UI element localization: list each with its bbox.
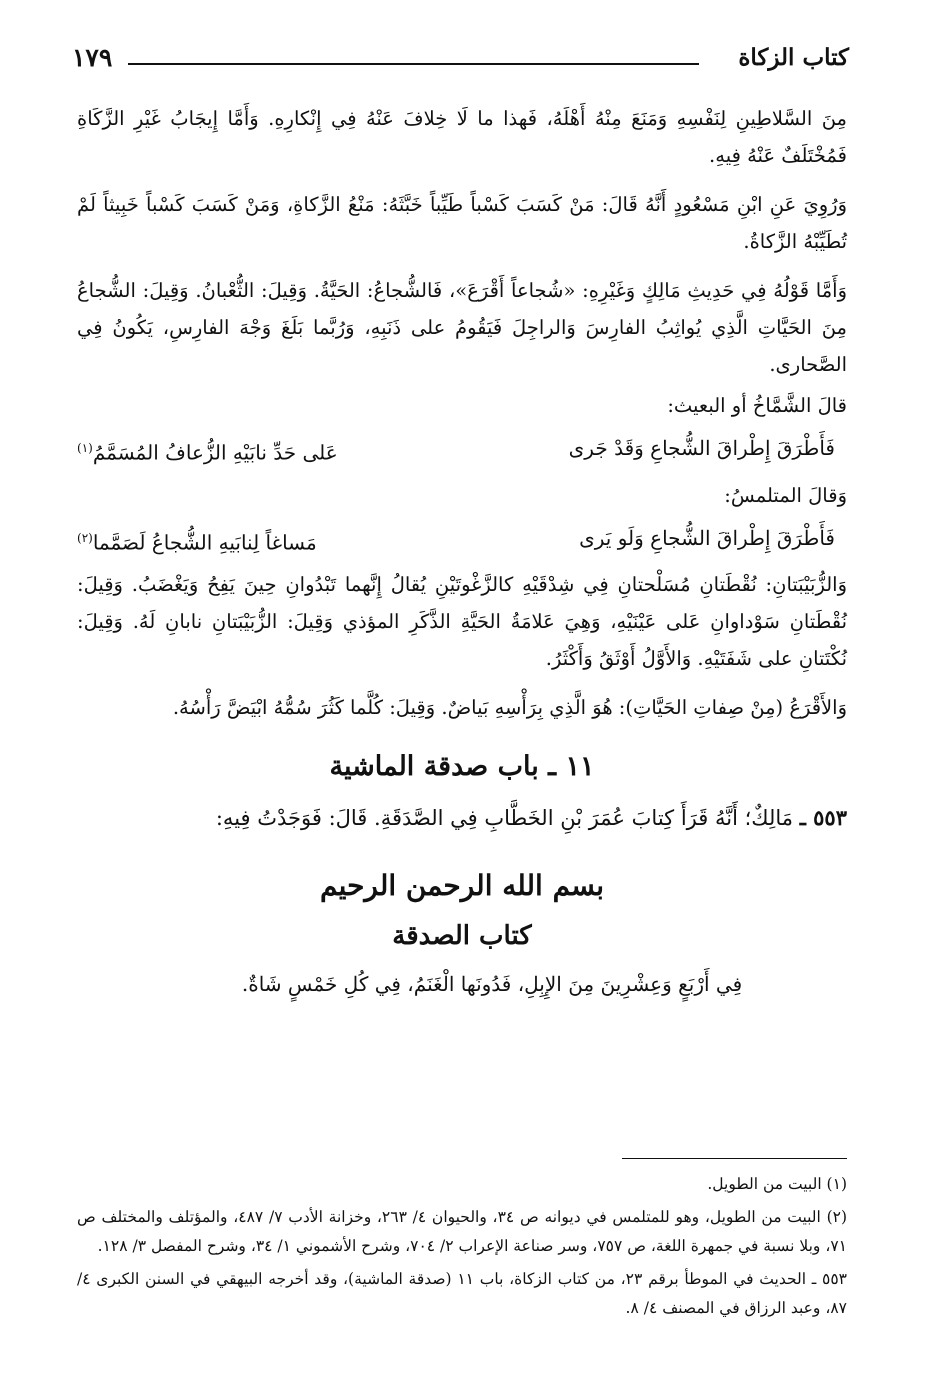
main-text [77, 100, 847, 1004]
verse-2-second-hemistich [77, 518, 317, 563]
footnote-1: (١) البيت من الطويل. [707, 1175, 847, 1193]
header-rule [128, 63, 699, 65]
running-header [72, 38, 849, 78]
footnote-marker-2: (٢) [77, 530, 93, 545]
poet-intro-1: قالَ الشَّمَّاخُ أو البعيث: [667, 394, 847, 417]
verse-1-second-text: عَلى حَدِّ نابَيْهِ الزُّعافُ المُسَمَّمُ [92, 440, 338, 465]
paragraph-4: وَالزُّبَيْبَتانِ: نُقْطَتانِ مُسَلْحتانِ فِي شِدْقَيْهِ كالزَّغْوتَيْنِ يُقالُ إِنَّهما تَبْدُوانِ حِينَ يَفِحُ وَيَغْضَبُ. وَقِيلَ: نُقْطَتانِ سَوْداوانِ عَلى عَيْنَيْهِ، وَهِيَ عَلامَةُ الحَيَّةِ الذَّكَرِ المؤذي وَقِيلَ: الزُّبَيْبَتانِ نابانِ لَهُ. وَقِيلَ: نُكْتَتانِ على شَفَتَيْهِ. وَالأَوَّلُ أَوْثَقُ وَأَكْثَرُ. [77, 573, 847, 671]
chapter-title: ١١ ـ باب صدقة الماشية [329, 751, 595, 783]
hadith-text: مَالِكٌ؛ أَنَّهُ قَرَأَ كِتابَ عُمَرَ بْنِ الخَطَّابِ فِي الصَّدَقَةِ. قَالَ: فَوَجَدْتُ فِيهِ: [215, 806, 800, 831]
paragraph-1: مِنَ السَّلاطِينِ لِنَفْسِهِ وَمَنَعَ مِنْهُ أَهْلَهُ، فَهذا ما لَا خِلافَ عَنْهُ فِي إِنْكارِهِ. وَأَمَّا إِيجَابُ غَيْرِ الزَّكَاةِ فَمُخْتَلَفٌ عَنْهُ فِيهِ. [77, 107, 847, 167]
verse-2 [77, 518, 847, 563]
paragraph-3: وَأَمَّا قَوْلُهُ فِي حَدِيثِ مَالِكٍ وَغَيْرِهِ: «شُجاعاً أَقْرَعَ»، فَالشُّجاعُ: الحَيَّةُ. وَقِيلَ: الثُّعْبانُ. وَقِيلَ: الشُّجاعُ مِنَ الحَيَّاتِ الَّذِي يُواثِبُ الفارِسَ وَالراجِلَ فَيَقُومُ على ذَنَبِهِ، وَرُبَّما بَلَغَ وَجْهَ الفارِسِ، يَكُونُ فِي الصَّحارى. [77, 279, 847, 376]
sadaqa-text: فِي أَرْبَعٍ وَعِشْرِينَ مِنَ الإِبِلِ، فَدُونَها الْغَنَمُ، فِي كُلِ خَمْسٍ شَاةٌ. [241, 972, 743, 997]
page-number: ١٧٩ [72, 43, 113, 72]
footnotes [77, 1170, 847, 1327]
book-of-sadaqa-title: كتاب الصدقة [392, 921, 532, 952]
footnote-rule [622, 1158, 847, 1159]
verse-2-first-hemistich: فَأَطْرَقَ إِطْراقَ الشُّجاعِ وَلَو يَرى [579, 525, 835, 550]
basmala: بسم الله الرحمن الرحيم [320, 869, 604, 903]
hadith-553 [77, 796, 847, 840]
poet-intro-2: وَقالَ المتلمسُ: [724, 483, 847, 507]
footnote-553: ٥٥٣ ـ الحديث في الموطأ برقم ٢٣، من كتاب الزكاة، باب ١١ (صدقة الماشية)، وقد أخرجه البيهقي في السنن الكبرى ٤/ ٨٧، وعبد الرزاق في المصنف ٤/ ٨. [77, 1270, 848, 1317]
verse-1 [77, 428, 847, 473]
hadith-number: ٥٥٣ ـ [799, 805, 847, 831]
verse-1-second-hemistich [77, 428, 338, 473]
running-title: كتاب الزكاة [738, 44, 849, 71]
footnote-2: (٢) البيت من الطويل، وهو للمتلمس في ديوانه ص ٣٤، والحيوان ٤/ ٢٦٣، وخزانة الأدب ٧/ ٤٨٧، والمؤتلف والمختلف ص ٧١، وبلا نسبة في جمهرة اللغة، ص ٧٥٧، وسر صناعة الإعراب ٢/ ٧٠٤، وشرح الأشموني ١/ ٣٤، وشرح المفصل ٣/ ١٢٨. [77, 1208, 848, 1255]
paragraph-2: وَرُوِيَ عَنِ ابْنِ مَسْعُودٍ أَنَّهُ قَالَ: مَنْ كَسَبَ كَسْباً طَيِّباً خَبَّثَهُ: مَنْعُ الزَّكاةِ، وَمَنْ كَسَبَ كَسْباً خَبِيثاً لَمْ تُطَيِّبْهُ الزَّكاةُ. [77, 193, 847, 253]
verse-2-second-text: مَساغاً لِنابَيهِ الشُّجاعُ لَصَمَّما [92, 530, 317, 555]
verse-1-first-hemistich: فَأَطْرَقَ إِطْراقَ الشُّجاعِ وَقَدْ جَرى [568, 436, 835, 460]
footnote-marker-1: (١) [77, 441, 93, 455]
paragraph-5: وَالأَقْرَعُ (مِنْ صِفاتِ الحَيَّاتِ): هُوَ الَّذِي بِرَأْسِهِ بَياضٌ. وَقِيلَ: كُلَّما كَثُرَ سُمُّهُ ابْيَضَّ رَأْسُهُ. [172, 696, 847, 720]
